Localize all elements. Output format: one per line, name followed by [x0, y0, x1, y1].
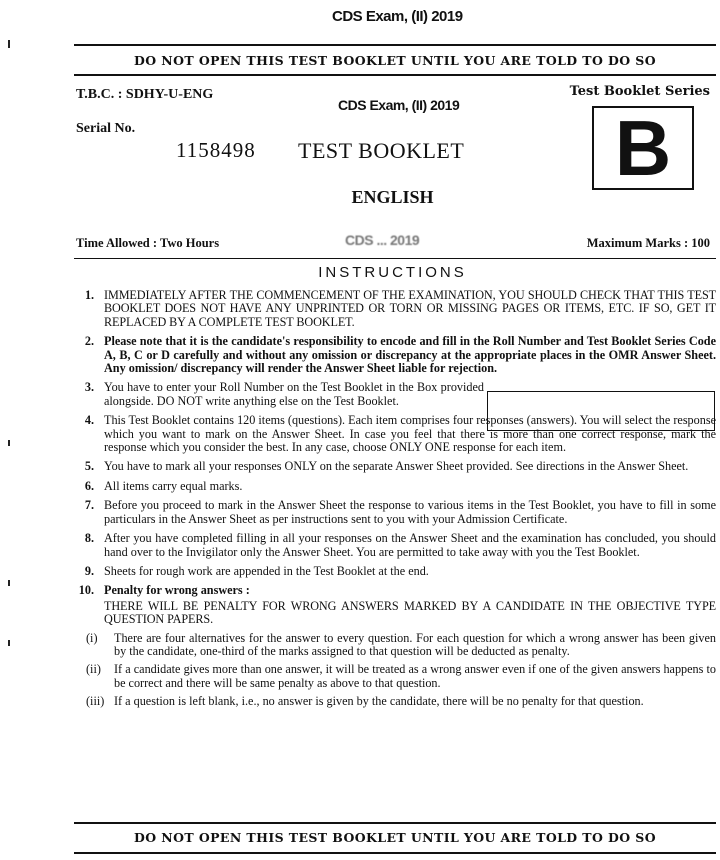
bottom-rule	[74, 822, 716, 824]
penalty-item-number: (i)	[86, 630, 98, 645]
top-rule	[74, 44, 716, 46]
series-box	[592, 106, 694, 190]
subject-title: ENGLISH	[351, 187, 434, 207]
binding-mark	[8, 440, 10, 446]
instruction-item	[76, 499, 716, 526]
top-warning: DO NOT OPEN THIS TEST BOOKLET UNTIL YOU ARE TOLD TO DO SO	[133, 53, 657, 68]
item-text: Please note that it is the candidate's responsibility to encode and fill in the Roll Number and Test Booklet Series Code A, B, C or D carefully and without any omission or discrepancy at the appropriate places in the OMR Answer Sheet. Any omission/ discrepancy will render the Answer Sheet liable for rejection.	[104, 334, 716, 376]
top-rule-2	[74, 74, 716, 76]
series-letter: B	[614, 104, 672, 192]
instruction-item	[76, 289, 716, 329]
item-text: Sheets for rough work are appended in the Test Booklet at the end.	[104, 563, 429, 578]
instructions-title: INSTRUCTIONS	[318, 264, 467, 281]
item-text: IMMEDIATELY AFTER THE COMMENCEMENT OF THE EXAMINATION, YOU SHOULD CHECK THAT THIS TEST BOOKLET DOES NOT HAVE ANY UNPRINTED OR TORN OR MISSING PAGES OR ITEMS, ETC. IF SO, GET IT REPLACED BY A COMPLETE TEST BOOKLET.	[104, 288, 716, 329]
bottom-warning: DO NOT OPEN THIS TEST BOOKLET UNTIL YOU ARE TOLD TO DO SO	[133, 830, 657, 845]
exam-stamp-middle: CDS Exam, (II) 2019	[338, 97, 460, 113]
item-number: 4.	[84, 413, 94, 428]
instruction-item	[76, 414, 716, 454]
instruction-item	[76, 584, 716, 597]
booklet-title: TEST BOOKLET	[298, 138, 465, 163]
serial-number: 1158498	[176, 138, 256, 162]
penalty-item-number: (ii)	[86, 662, 101, 677]
penalty-item-text: If a candidate gives more than one answer, it will be treated as a wrong answer even if one of the given answers happens to be correct and there will be same penalty as above to that question.	[114, 662, 716, 690]
instruction-item	[76, 565, 716, 578]
item-text: Penalty for wrong answers :	[104, 583, 250, 598]
item-number: 8.	[84, 531, 94, 546]
item-text: After you have completed filling in all your responses on the Answer Sheet and the examination has concluded, you should hand over to the Invigilator only the Answer Sheet. You are permitted to take away with you the Test Booklet.	[104, 531, 716, 559]
item-number: 3.	[84, 380, 94, 395]
penalty-item-number: (iii)	[86, 694, 105, 709]
exam-stamp-top: CDS Exam, (II) 2019	[332, 8, 463, 25]
time-allowed: Time Allowed : Two Hours	[76, 236, 220, 250]
item-text: All items carry equal marks.	[104, 478, 243, 493]
serial-label: Serial No.	[76, 121, 136, 136]
instruction-item	[76, 480, 716, 493]
item-number: 10.	[78, 583, 94, 598]
instruction-item	[76, 381, 484, 408]
tbc-code: T.B.C. : SDHY-U-ENG	[76, 87, 214, 102]
item-text: You have to mark all your responses ONLY on the separate Answer Sheet provided. See directions in the Answer Sheet.	[104, 459, 689, 474]
instruction-item	[76, 335, 716, 375]
item-text: Before you proceed to mark in the Answer Sheet the response to various items in the Test Booklet, you have to fill in some particulars in the Answer Sheet as per instructions sent to you with your Admission Certificate.	[104, 498, 716, 526]
penalty-item	[76, 663, 716, 690]
item-number: 2.	[84, 334, 94, 349]
item-text: You have to enter your Roll Number on the Test Booklet in the Box provided alongside. DO NOT write anything else on the Test Booklet.	[104, 380, 484, 408]
series-label: Test Booklet Series	[569, 84, 710, 99]
penalty-item	[76, 695, 716, 708]
binding-mark	[8, 640, 10, 646]
binding-mark	[8, 40, 10, 48]
item-text: This Test Booklet contains 120 items (questions). Each item comprises four responses (answers). You will select the response which you want to mark on the Answer Sheet. In case you feel that there is more than one correct response, mark the response which you consider the best. In any case, choose ONLY ONE response for each item.	[104, 413, 716, 455]
instruction-item	[76, 532, 716, 559]
item-number: 7.	[84, 498, 94, 513]
binding-mark	[8, 580, 10, 586]
item-number: 6.	[84, 478, 94, 493]
instructions-list	[76, 289, 716, 709]
penalty-item-text: If a question is left blank, i.e., no answer is given by the candidate, there will be no penalty for that question.	[114, 694, 644, 709]
instructions-rule	[74, 258, 716, 259]
item-number: 9.	[84, 563, 94, 578]
instruction-item	[76, 460, 716, 473]
max-marks: Maximum Marks : 100	[586, 236, 710, 250]
faint-stamp-mark: CDS ... 2019	[345, 232, 420, 248]
penalty-item-text: There are four alternatives for the answer to every question. For each question for which a wrong answer has been given by the candidate, one-third of the marks assigned to that question will be deducted as penalty.	[114, 630, 716, 658]
penalty-intro: THERE WILL BE PENALTY FOR WRONG ANSWERS MARKED BY A CANDIDATE IN THE OBJECTIVE TYPE QUESTION PAPERS.	[104, 598, 716, 627]
item-number: 1.	[85, 288, 94, 302]
bottom-rule-2	[74, 852, 716, 854]
item-number: 5.	[84, 459, 94, 474]
penalty-item	[76, 632, 716, 659]
